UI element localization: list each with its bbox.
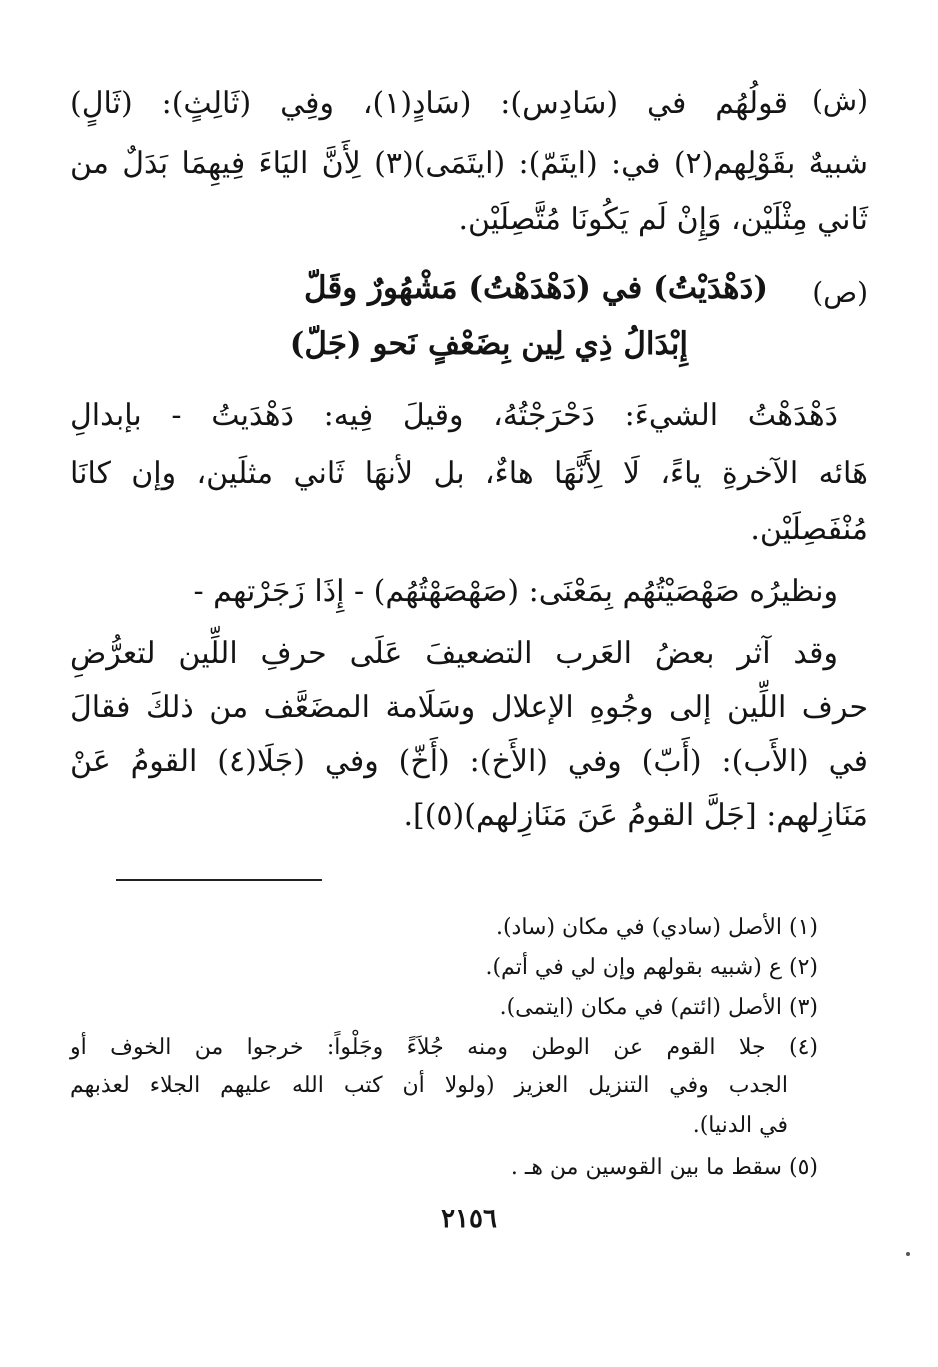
scan-speck [906, 1252, 910, 1256]
commentary-para1-line-2: هَائه الآخرةِ ياءً، لَا لِأَنَّهَا هاءٌ، بل لأنهَا ثَاني مثلَين، وإن كانَا [70, 456, 868, 491]
commentary-para3-line-1: وقد آثر بعضُ العَرب التضعيفَ عَلَى حرفِ اللِّين لتعرُّضِ [70, 636, 838, 671]
commentary-para2: ونظيرُه صَهْصَيْتُهُم بِمَعْنَى: (صَهْصَهْتُهُم) - إِذَا زَجَرْتهم - [193, 574, 838, 609]
footnote-4-line-3: في الدنيا). [692, 1113, 788, 1138]
section-sh-line-3: ثَاني مِثْلَيْن، وَإِنْ لَم يَكُونَا مُتَّصِلَيْن. [458, 202, 868, 237]
footnote-5: (٥) سقط ما بين القوسين من هـ . [510, 1155, 818, 1180]
commentary-para1-line-3: مُنْفَصِلَيْن. [750, 512, 868, 547]
footnote-3: (٣) الأصل (ائتم) في مكان (ايتمى). [499, 995, 818, 1020]
commentary-para3-line-2: حرف اللِّين إلى وجُوهِ الإعلال وسَلَامة المضَعَّف من ذلكَ فقالَ [70, 690, 868, 725]
footnote-1: (١) الأصل (سادي) في مكان (ساد). [495, 915, 818, 940]
footnote-4-line-1: (٤) جلا القوم عن الوطن ومنه جُلاَءً وجَلْواً: خرجوا من الخوف أو [70, 1035, 818, 1060]
footnote-separator [116, 879, 322, 881]
footnote-4-line-2: الجدب وفي التنزيل العزيز (ولولا أن كتب الله عليهم الجلاء لعذبهم [70, 1073, 788, 1098]
commentary-para3-line-3: في (الأَب): (أَبّ) وفي (الأَخ): (أَخّ) وفي (جَلَا(٤) القومُ عَنْ [70, 744, 868, 779]
page-number: ٢١٥٦ [441, 1204, 497, 1234]
section-sh-marker: (ش) [811, 84, 868, 117]
section-sh-line-1: قولُهُم في (سَادِس): (سَادٍ(١)، وفِي (ثَالِثٍ): (ثَالٍ) [70, 86, 788, 121]
verse-line-2: إِبْدَالُ ذِي لِين بِضَعْفٍ نَحو (جَلّ) [289, 326, 688, 362]
commentary-para1-line-1: دَهْدَهْتُ الشيءَ: دَحْرَجْتُهُ، وقيلَ فِيه: دَهْدَيتُ - بإبدالِ [70, 398, 838, 433]
verse-line-1: (دَهْدَيْتُ) في (دَهْدَهْتُ) مَشْهُورٌ وقَلّ [303, 270, 768, 306]
section-sh-line-2: شبيهٌ بقَوْلِهم(٢) في: (ايتَمّ): (ايتَمَى)(٣) لِأَنَّ اليَاءَ فِيهِمَا بَدَلٌ من [70, 146, 868, 181]
section-s-marker: (ص) [812, 276, 868, 309]
commentary-para3-line-4: مَنَازِلهم: [جَلَّ القومُ عَنَ مَنَازِلهم)(٥)]. [403, 798, 868, 833]
footnote-2: (٢) ع (شبيه بقولهم وإن لي في أتم). [485, 955, 818, 980]
